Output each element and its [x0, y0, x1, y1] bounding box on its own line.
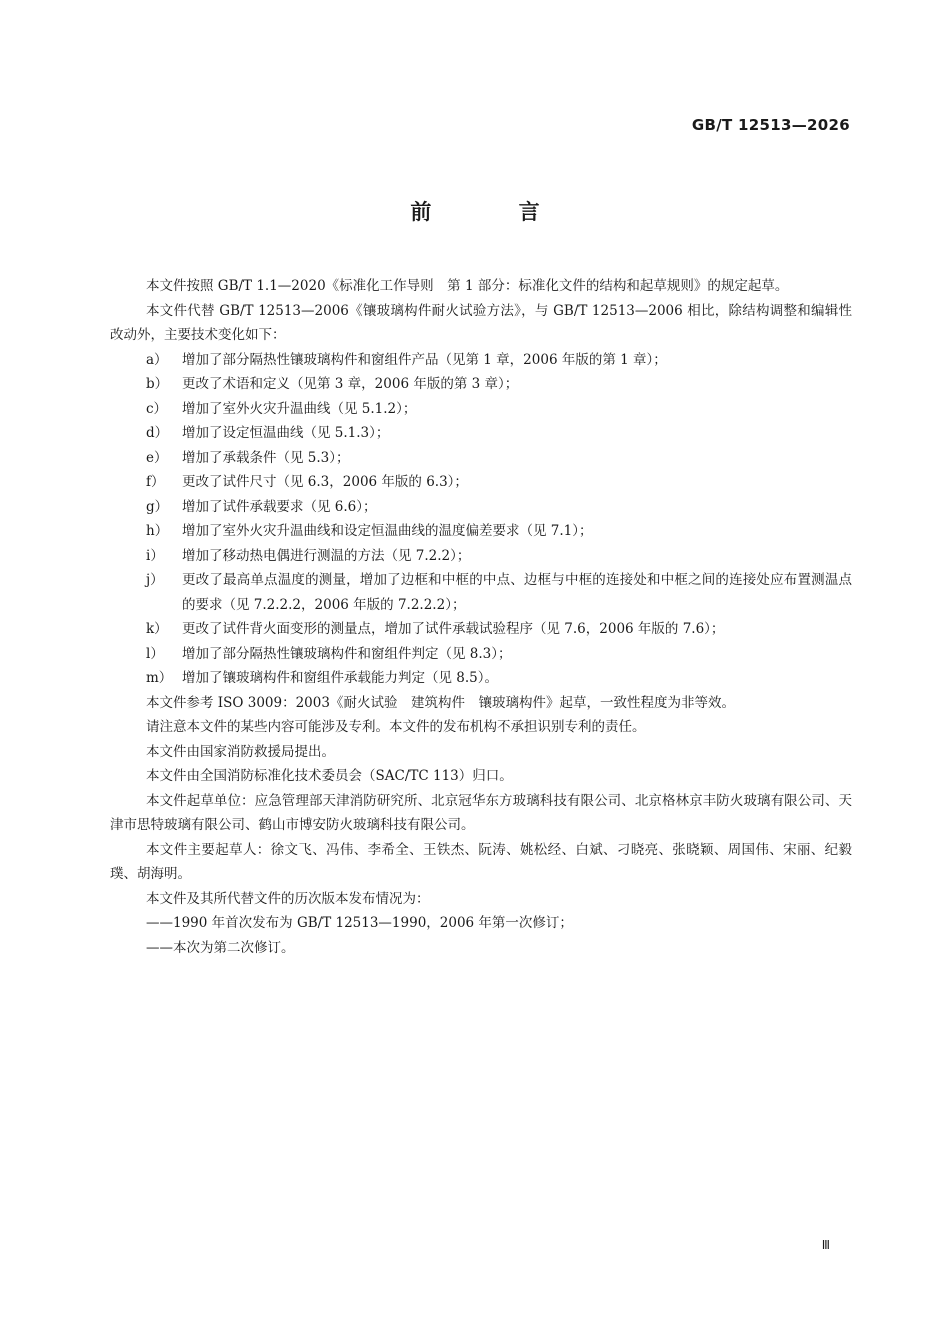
page-title: 前 言 — [410, 200, 580, 224]
paragraph-reference: 本文件参考 ISO 3009：2003《耐火试验 建筑构件 镶玻璃构件》起草，一致性程度为非等效。 — [146, 694, 735, 711]
list-marker: h） — [146, 523, 169, 539]
paragraph-proposer: 本文件由国家消防救援局提出。 — [146, 743, 335, 760]
list-text: 增加了移动热电偶进行测温的方法（见 7.2.2）； — [182, 547, 471, 564]
list-text: 增加了设定恒温曲线（见 5.1.3）； — [182, 425, 390, 441]
list-item — [110, 446, 852, 471]
list-marker: g） — [146, 498, 169, 515]
paragraph-drafting-rules: 本文件按照 GB/T 1.1—2020《标准化工作导则 第 1 部分：标准化文件的结构和起草规则》的规定起草。 — [146, 278, 789, 294]
paragraph-drafters: 本文件主要起草人：徐文飞、冯伟、李希全、王铁杰、阮涛、姚松经、白斌、刁晓亮、张晓颖、周国伟、宋丽、纪毅璞、胡海明。 — [110, 841, 852, 882]
list-marker: l） — [146, 645, 164, 662]
paragraph-committee: 本文件由全国消防标准化技术委员会（SAC/TC 113）归口。 — [146, 768, 513, 784]
list-marker: a） — [146, 351, 168, 368]
list-text: 更改了试件背火面变形的测量点，增加了试件承载试验程序（见 7.6，2006 年版的 7.6）； — [182, 621, 725, 637]
list-marker: f） — [146, 474, 165, 490]
paragraph-replacement: 本文件代替 GB/T 12513—2006《镶玻璃构件耐火试验方法》，与 GB/T 12513—2006 相比，除结构调整和编辑性改动外，主要技术变化如下： — [110, 302, 852, 343]
list-text: 更改了最高单点温度的测量，增加了边框和中框的中点、边框与中框的连接处和中框之间的连接处应布置测温点的要求（见 7.2.2.2，2006 年版的 7.2.2.2）； — [182, 572, 852, 613]
page-number: Ⅲ — [821, 1238, 830, 1252]
list-text: 增加了室外火灾升温曲线（见 5.1.2）； — [182, 400, 417, 417]
list-item — [110, 642, 852, 667]
list-text: 增加了试件承载要求（见 6.6）； — [182, 498, 377, 515]
list-text: 更改了试件尺寸（见 6.3，2006 年版的 6.3）； — [182, 474, 468, 490]
list-marker: j） — [146, 572, 164, 588]
list-marker: e） — [146, 449, 168, 466]
list-item — [110, 495, 852, 520]
list-item — [110, 666, 852, 691]
history-item: ——1990 年首次发布为 GB/T 12513—1990，2006 年第一次修订； — [146, 915, 573, 931]
list-item — [110, 372, 852, 397]
list-marker: k） — [146, 621, 168, 637]
list-text: 更改了术语和定义（见第 3 章，2006 年版的第 3 章）； — [182, 376, 519, 392]
paragraph-patent-notice: 请注意本文件的某些内容可能涉及专利。本文件的发布机构不承担识别专利的责任。 — [146, 719, 646, 735]
standard-code: GB/T 12513—2026 — [691, 116, 850, 134]
list-item — [110, 544, 852, 569]
paragraph-history-intro: 本文件及其所代替文件的历次版本发布情况为： — [146, 890, 430, 907]
list-item — [110, 348, 852, 373]
list-marker: b） — [146, 376, 169, 392]
list-text: 增加了部分隔热性镶玻璃构件和窗组件判定（见 8.3）； — [182, 645, 512, 662]
list-text: 增加了室外火灾升温曲线和设定恒温曲线的温度偏差要求（见 7.1）； — [182, 523, 593, 539]
list-text: 增加了部分隔热性镶玻璃构件和窗组件产品（见第 1 章，2006 年版的第 1 章）； — [182, 351, 667, 368]
history-item: ——本次为第二次修订。 — [146, 939, 295, 956]
list-marker: d） — [146, 425, 169, 441]
list-item — [110, 617, 852, 642]
list-item — [110, 397, 852, 422]
list-marker: i） — [146, 547, 164, 564]
list-marker: m） — [146, 670, 173, 686]
foreword-body — [110, 274, 852, 960]
list-text: 增加了承载条件（见 5.3）； — [182, 449, 350, 466]
list-item — [110, 568, 852, 617]
list-marker: c） — [146, 400, 168, 417]
list-item — [110, 421, 852, 446]
list-item — [110, 519, 852, 544]
list-text: 增加了镶玻璃构件和窗组件承载能力判定（见 8.5）。 — [182, 670, 499, 686]
technical-changes-list — [110, 348, 852, 691]
paragraph-drafting-units: 本文件起草单位：应急管理部天津消防研究所、北京冠华东方玻璃科技有限公司、北京格林京丰防火玻璃有限公司、天津市思特玻璃有限公司、鹤山市博安防火玻璃科技有限公司。 — [110, 792, 852, 833]
list-item — [110, 470, 852, 495]
